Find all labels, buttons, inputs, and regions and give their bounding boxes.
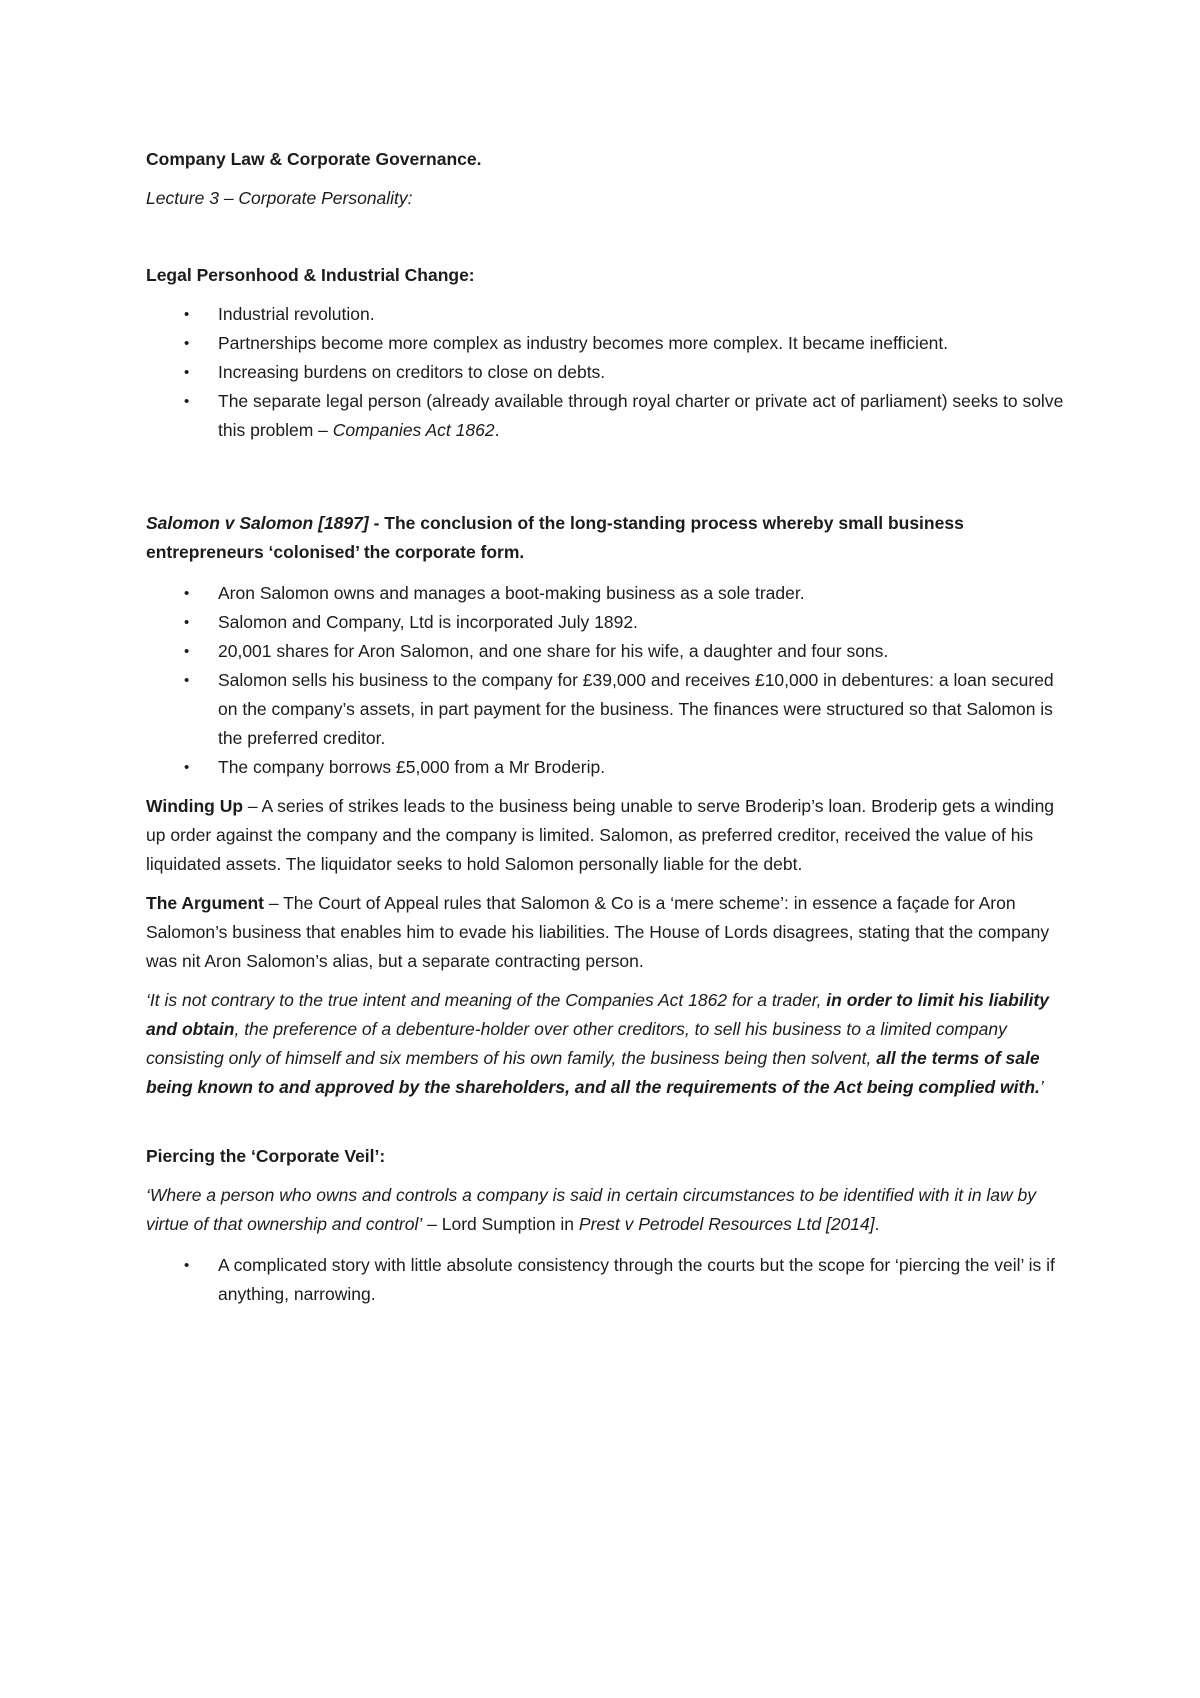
piercing-veil-heading: Piercing the ‘Corporate Veil’:: [146, 1146, 386, 1166]
case-name: Prest v Petrodel Resources Ltd [2014]: [578, 1214, 875, 1234]
sentence-end: .: [494, 420, 500, 440]
list-item-text: Salomon and Company, Ltd is incorporated July 1892.: [218, 612, 638, 632]
lecture-subtitle: Lecture 3 – Corporate Personality:: [146, 188, 413, 208]
document-title: Company Law & Corporate Governance.: [146, 149, 482, 169]
quote-part: , the preference of a debenture-holder over other creditors, to sell his business to a limited company consisting only of himself and six members of his own family, the business being then solvent,: [146, 1019, 1007, 1068]
quote-emphasis: all the terms of sale being known to and approved by the shareholders, and all the requirements of the Act being complied with.: [146, 1048, 1040, 1097]
quote-text: ‘Where a person who owns and controls a company is said in certain circumstances to be identified with it in law by virtue of that ownership and control’: [146, 1185, 1037, 1234]
list-item-text: Salomon sells his business to the company for £39,000 and receives £10,000 in debentures: a loan secured on the company’s assets, in part payment for the business. The finances were structured so that Salomon is the preferred creditor.: [218, 670, 1054, 748]
bullet-icon: •: [184, 672, 190, 689]
case-name: Salomon v Salomon [1897]: [146, 513, 369, 533]
act-reference: Companies Act 1862: [332, 420, 495, 440]
list-item: [146, 608, 1076, 637]
list-item-text: The separate legal person (already available through royal charter or private act of parliament) seeks to solve this problem –: [218, 391, 1064, 440]
bullet-icon: •: [184, 585, 190, 602]
legal-personhood-list: [146, 300, 1076, 445]
list-item-text: Increasing burdens on creditors to close on debts.: [218, 362, 606, 382]
bullet-icon: •: [184, 1257, 190, 1274]
list-item-text: 20,001 shares for Aron Salomon, and one share for his wife, a daughter and four sons.: [218, 641, 889, 661]
list-item: [146, 300, 1076, 329]
judgment-quote: [146, 986, 1076, 1102]
salomon-facts-list: [146, 579, 1076, 782]
sumption-quote: [146, 1181, 1076, 1239]
list-item: [146, 1251, 1076, 1309]
argument-text: – The Court of Appeal rules that Salomon & Co is a ‘mere scheme’: in essence a façade for Aron Salomon’s business that enables him to evade his liabilities. The House of Lords disagrees, stating that the company was nit Aron Salomon’s alias, but a separate contracting person.: [146, 893, 1050, 971]
quote-attribution: – Lord Sumption in: [422, 1214, 579, 1234]
list-item-text: The company borrows £5,000 from a Mr Broderip.: [218, 757, 606, 777]
document-content: [146, 145, 1076, 1309]
list-item: [146, 637, 1076, 666]
bullet-icon: •: [184, 614, 190, 631]
quote-part: ’: [1039, 1077, 1044, 1097]
winding-up-label: Winding Up: [146, 796, 244, 816]
bullet-icon: •: [184, 335, 190, 352]
bullet-icon: •: [184, 393, 190, 410]
list-item-text: Aron Salomon owns and manages a boot-making business as a sole trader.: [218, 583, 805, 603]
winding-up-text: – A series of strikes leads to the business being unable to serve Broderip’s loan. Broderip gets a winding up order against the company and the company is limited. Salomon, as preferred creditor, received the value of his liquidated assets. The liquidator seeks to hold Salomon personally liable for the debt.: [146, 796, 1055, 874]
bullet-icon: •: [184, 306, 190, 323]
list-item: [146, 753, 1076, 782]
bullet-icon: •: [184, 643, 190, 660]
list-item: [146, 387, 1076, 445]
sentence-end: .: [874, 1214, 880, 1234]
bullet-icon: •: [184, 759, 190, 776]
list-item-text: Partnerships become more complex as industry becomes more complex. It became inefficient.: [218, 333, 949, 353]
legal-personhood-heading: Legal Personhood & Industrial Change:: [146, 265, 475, 285]
list-item: [146, 666, 1076, 753]
list-item-text: Industrial revolution.: [218, 304, 375, 324]
list-item: [146, 358, 1076, 387]
argument-label: The Argument: [146, 893, 264, 913]
salomon-heading-text: - The conclusion of the long-standing process whereby small business entrepreneurs ‘colonised’ the corporate form.: [146, 513, 964, 562]
bullet-icon: •: [184, 364, 190, 381]
argument-paragraph: [146, 889, 1076, 976]
quote-part: ‘It is not contrary to the true intent and meaning of the Companies Act 1862 for a trader,: [146, 990, 827, 1010]
winding-up-paragraph: [146, 792, 1076, 879]
quote-emphasis: in order to limit his liability and obtain: [146, 990, 1049, 1039]
list-item-text: A complicated story with little absolute consistency through the courts but the scope for ‘piercing the veil’ is if anything, narrowing.: [218, 1255, 1055, 1304]
piercing-veil-list: [146, 1251, 1076, 1309]
list-item: [146, 329, 1076, 358]
salomon-heading: [146, 509, 1076, 567]
list-item: [146, 579, 1076, 608]
